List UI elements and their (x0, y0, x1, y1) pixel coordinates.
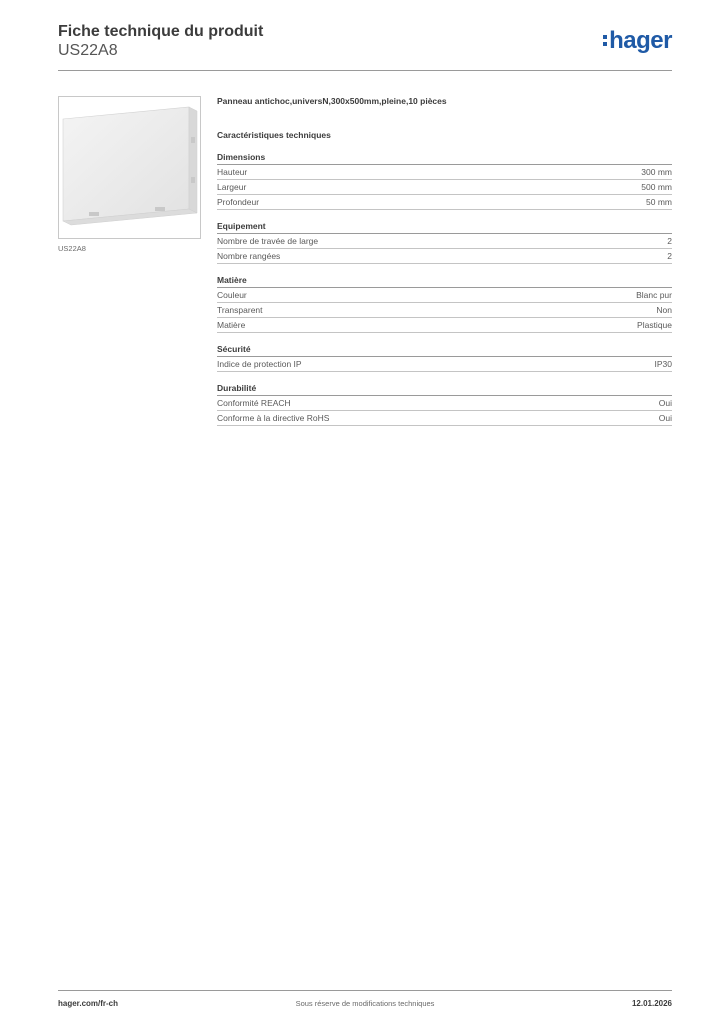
website-link[interactable]: hager.com/fr-ch (58, 999, 119, 1008)
spec-label: Conforme à la directive RoHS (217, 413, 330, 423)
section-durabilite (217, 383, 672, 426)
spec-row (217, 249, 672, 264)
footer-disclaimer: Sous réserve de modifications techniques (295, 999, 435, 1008)
spec-label: Profondeur (217, 197, 260, 207)
product-reference: US22A8 (58, 42, 118, 59)
section-title: Dimensions (217, 152, 672, 165)
spec-label: Conformité REACH (217, 398, 291, 408)
section-title: Durabilité (217, 383, 672, 396)
section-dimensions (217, 152, 672, 210)
spec-row (217, 165, 672, 180)
footer-date: 12.01.2026 (631, 999, 672, 1008)
spec-label: Indice de protection IP (217, 359, 302, 369)
section-matiere (217, 275, 672, 333)
brand-name: hager (609, 27, 672, 54)
spec-value: Blanc pur (636, 290, 672, 300)
spec-value: 500 mm (641, 182, 672, 192)
logo-colon-icon (603, 33, 607, 47)
spec-row (217, 234, 672, 249)
spec-row (217, 288, 672, 303)
spec-value: Non (656, 305, 672, 315)
spec-row (217, 318, 672, 333)
page-footer (58, 990, 672, 1011)
spec-value: Oui (658, 413, 672, 423)
spec-value: Oui (658, 398, 672, 408)
spec-row (217, 180, 672, 195)
spec-label: Hauteur (217, 167, 248, 177)
section-equipement (217, 221, 672, 264)
spec-label: Largeur (217, 182, 247, 192)
spec-row (217, 357, 672, 372)
page-header (58, 22, 672, 71)
section-title: Matière (217, 275, 672, 288)
spec-label: Nombre de travée de large (217, 236, 319, 246)
spec-label: Couleur (217, 290, 247, 300)
spec-row (217, 396, 672, 411)
section-title: Sécurité (217, 344, 672, 357)
spec-row (217, 303, 672, 318)
technical-characteristics-heading: Caractéristiques techniques (217, 130, 331, 140)
section-securite (217, 344, 672, 372)
section-title: Equipement (217, 221, 672, 234)
spec-label: Transparent (217, 305, 263, 315)
spec-content (217, 96, 672, 426)
spec-value: 2 (667, 236, 672, 246)
spec-label: Matière (217, 320, 246, 330)
hager-logo (603, 27, 672, 55)
spec-value: IP30 (654, 359, 672, 369)
panel-illustration (59, 97, 200, 238)
spec-row (217, 195, 672, 210)
spec-row (217, 411, 672, 426)
spec-value: Plastique (637, 320, 672, 330)
spec-label: Nombre rangées (217, 251, 281, 261)
product-description: Panneau antichoc,universN,300x500mm,pleine,10 pièces (217, 96, 447, 106)
spec-value: 300 mm (641, 167, 672, 177)
document-title: Fiche technique du produit (58, 23, 264, 40)
product-image (58, 96, 201, 239)
spec-value: 2 (667, 251, 672, 261)
spec-value: 50 mm (646, 197, 672, 207)
image-caption: US22A8 (58, 244, 86, 253)
